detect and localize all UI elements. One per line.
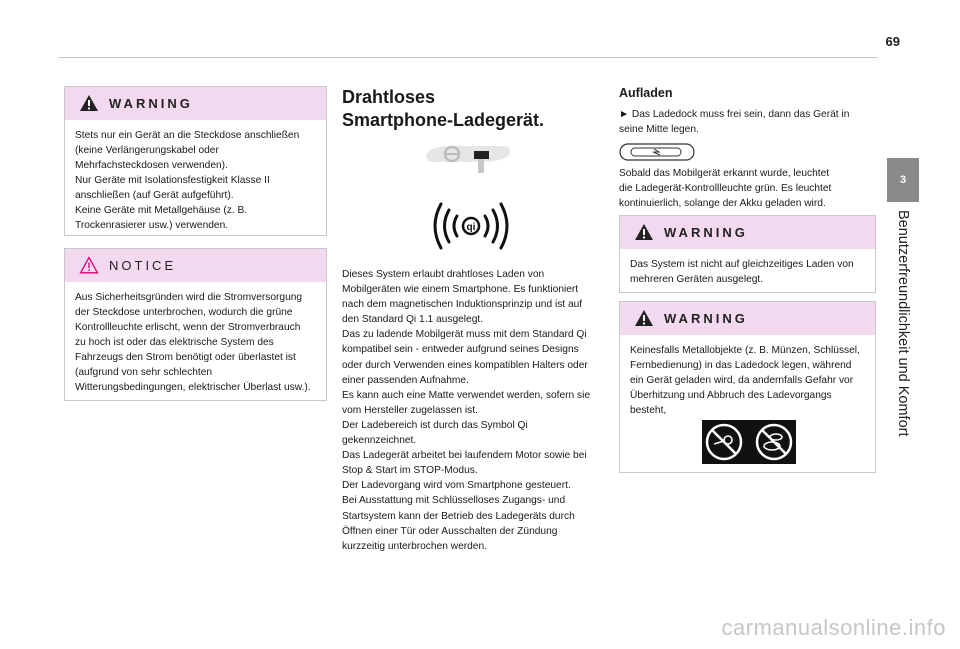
warning-box-metal-objects bbox=[619, 301, 876, 473]
text-line: mehreren Geräten ausgelegt. bbox=[630, 274, 764, 285]
header-divider bbox=[58, 57, 878, 58]
text-line: kurzzeitig unterbrochen werden. bbox=[342, 540, 487, 552]
text-line: Sobald das Mobilgerät erkannt wurde, leuchtet bbox=[619, 168, 830, 179]
text-line: Überhitzung und Abbruch des Ladevorgangs bbox=[630, 390, 832, 401]
charging-status-text bbox=[619, 166, 874, 211]
no-metal-objects-icon bbox=[702, 420, 796, 464]
text-line: Das zu ladende Mobilgerät muss mit dem Standard Qi bbox=[342, 329, 587, 341]
title-line: Drahtloses bbox=[342, 87, 436, 107]
dashboard-location-icon bbox=[424, 142, 512, 176]
text-line: Der Ladevorgang wird vom Smartphone gesteuert. bbox=[342, 480, 571, 492]
text-line: Bei Ausstattung mit Schlüsselloses Zugangs- und bbox=[342, 495, 566, 507]
warning-text bbox=[620, 249, 875, 295]
text-line: Es kann auch eine Matte verwendet werden, sofern sie bbox=[342, 389, 591, 401]
text-line: Kontrollleuchte erlischt, wenn der Stromverbrauch bbox=[75, 322, 301, 333]
warning-label: WARNING bbox=[109, 96, 193, 111]
charging-heading: Aufladen bbox=[619, 86, 673, 100]
text-line: Dieses System erlaubt drahtloses Laden von bbox=[342, 269, 545, 280]
warning-header bbox=[620, 302, 875, 335]
text-line: Das System ist nicht auf gleichzeitiges Laden von bbox=[630, 259, 854, 270]
title-line: Smartphone-Ladegerät. bbox=[342, 110, 545, 130]
text-line: Aus Sicherheitsgründen wird die Stromversorgung bbox=[75, 292, 303, 303]
warning-text bbox=[65, 120, 326, 241]
text-line: einer passenden Aufnahme. bbox=[342, 374, 469, 386]
text-line: Stop & Start im STOP-Modus. bbox=[342, 465, 478, 477]
text-line: ► Das Ladedock muss frei sein, dann das Gerät in bbox=[619, 109, 850, 120]
notice-box-power bbox=[64, 248, 327, 401]
text-line: seine Mitte legen. bbox=[619, 124, 699, 135]
warning-header bbox=[620, 216, 875, 249]
text-line: gekennzeichnet. bbox=[342, 435, 417, 447]
notice-text bbox=[65, 282, 326, 403]
text-line: nach dem magnetischen Induktionsprinzip und ist auf bbox=[342, 299, 583, 311]
text-line: Öffnen einer Tür oder Ausschalten der Zündung bbox=[342, 525, 558, 537]
text-line: besteht, bbox=[630, 405, 667, 416]
text-line: Keinesfalls Metallobjekte (z. B. Münzen, Schlüssel, bbox=[630, 345, 860, 356]
text-line: der Steckdose unterbrochen, wodurch die grüne bbox=[75, 307, 293, 318]
text-line: Das Ladegerät arbeitet bei laufendem Motor sowie bei bbox=[342, 450, 587, 462]
section-body bbox=[342, 267, 602, 554]
text-line: Fahrzeugs den Strom benötigt oder überlastet ist bbox=[75, 352, 296, 363]
warning-text bbox=[620, 335, 875, 426]
warning-label: WARNING bbox=[664, 225, 748, 240]
footer-watermark: carmanualsonline.info bbox=[721, 615, 946, 640]
svg-text:qi: qi bbox=[466, 222, 476, 233]
warning-triangle-icon bbox=[634, 223, 654, 241]
text-line: Trockenrasierer usw.) verwenden. bbox=[75, 220, 229, 231]
notice-triangle-icon bbox=[79, 256, 99, 274]
text-line: kontinuierlich, solange der Akku geladen wird. bbox=[619, 198, 826, 209]
chapter-title-vertical bbox=[885, 210, 921, 460]
section-title bbox=[342, 86, 544, 132]
warning-box-sockets bbox=[64, 86, 327, 236]
text-line: den Standard Qi 1.1 ausgelegt. bbox=[342, 314, 484, 326]
warning-label: WARNING bbox=[664, 311, 748, 326]
text-line: Mehrfachsteckdosen verwenden). bbox=[75, 160, 228, 171]
charging-indicator-light-icon bbox=[619, 143, 695, 161]
text-line: vom Hersteller zugelassen ist. bbox=[342, 404, 478, 416]
text-line: Mobilgeräten wie einem Smartphone. Es funktioniert bbox=[342, 284, 579, 296]
notice-label: NOTICE bbox=[109, 258, 177, 273]
text-line: anschließen (auf Gerät aufgeführt). bbox=[75, 190, 234, 201]
text-line: Startsystem kann der Betrieb des Ladegeräts durch bbox=[342, 510, 575, 522]
text-line: Keine Geräte mit Metallgehäuse (z. B. bbox=[75, 205, 248, 216]
notice-header bbox=[65, 249, 326, 282]
text-line: Nur Geräte mit Isolationsfestigkeit Klasse II bbox=[75, 175, 270, 186]
chapter-tab[interactable]: 3 bbox=[887, 158, 919, 202]
text-line: Stets nur ein Gerät an die Steckdose anschließen bbox=[75, 130, 300, 141]
warning-header bbox=[65, 87, 326, 120]
page-number: 69 bbox=[885, 34, 900, 49]
chapter-title: Benutzerfreundlichkeit und Komfort bbox=[895, 210, 911, 437]
text-line: (aufgrund von sehr schlechten bbox=[75, 367, 213, 378]
warning-triangle-icon bbox=[634, 309, 654, 327]
text-line: ein Gerät geladen wird, da andernfalls Gefahr vor bbox=[630, 375, 854, 386]
warning-box-multiple-devices bbox=[619, 215, 876, 293]
text-line: Der Ladebereich ist durch das Symbol Qi bbox=[342, 419, 528, 431]
charging-step bbox=[619, 107, 874, 137]
text-line: kompatibel sein - entweder aufgrund seines Designs bbox=[342, 344, 579, 356]
wireless-charging-qi-icon bbox=[423, 196, 519, 256]
warning-triangle-icon bbox=[79, 94, 99, 112]
text-line: oder durch Verwenden eines kompatiblen Halters oder bbox=[342, 359, 588, 371]
text-line: zu hoch ist oder das elektrische System des bbox=[75, 337, 274, 348]
text-line: die Ladegerät-Kontrollleuchte grün. Es leuchtet bbox=[619, 183, 832, 194]
text-line: Witterungsbedingungen, elektrischer Überlast usw.). bbox=[75, 382, 311, 393]
text-line: Fernbedienung) in das Ladedock legen, während bbox=[630, 360, 852, 371]
text-line: (keine Verlängerungskabel oder bbox=[75, 145, 219, 156]
